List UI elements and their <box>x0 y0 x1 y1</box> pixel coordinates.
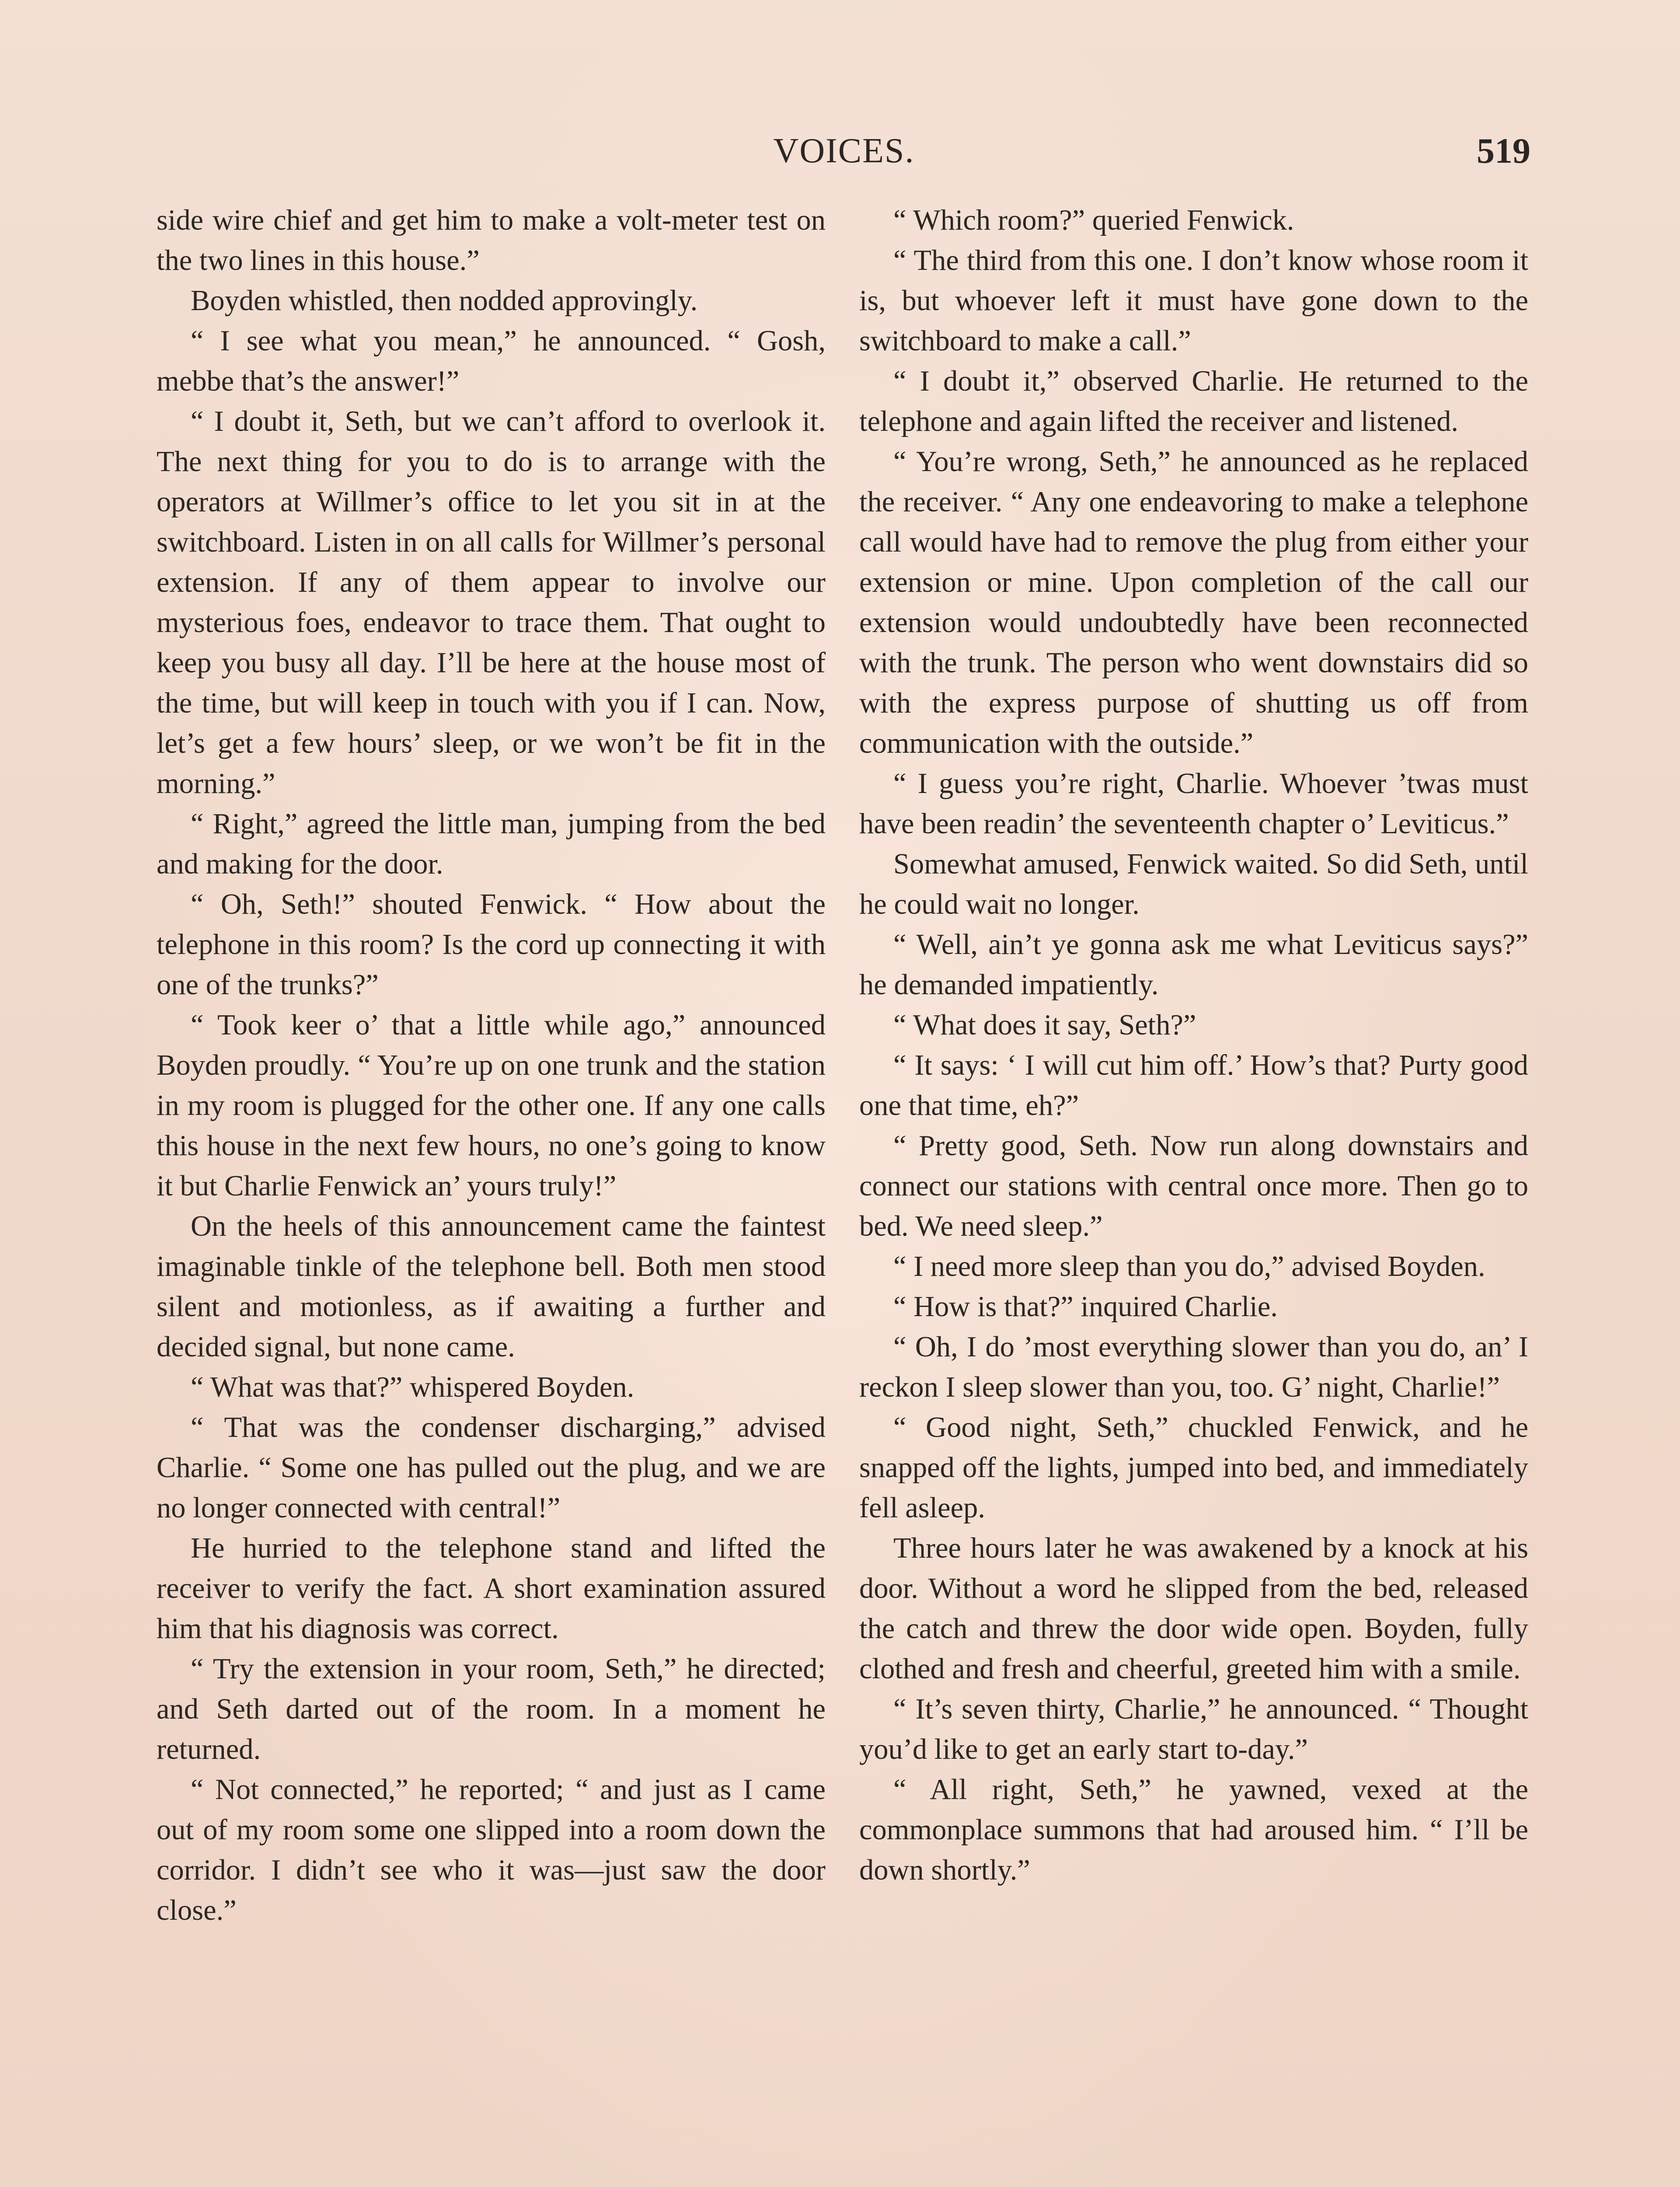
right-column <box>859 200 1528 1890</box>
paragraph: On the heels of this announcement came the faintest imaginable tinkle of the telephone bell. Both men stood silent and motionless, as if awaiting a further and decided signal, but none came. <box>157 1210 826 1363</box>
paragraph: “ I see what you mean,” he announced. “ Gosh, mebbe that’s the answer!” <box>157 325 826 397</box>
left-column <box>157 200 826 1931</box>
paragraph: “ All right, Seth,” he yawned, vexed at the commonplace summons that had aroused him. “ I’ll be down shortly.” <box>859 1774 1528 1886</box>
paragraph: Three hours later he was awakened by a knock at his door. Without a word he slipped from the bed, released the catch and threw the door wide open. Boyden, fully clothed and fresh and cheerful, greeted him with a smile. <box>859 1532 1528 1685</box>
paragraph: “ Right,” agreed the little man, jumping from the bed and making for the door. <box>157 808 826 880</box>
paragraph: “ It says: ‘ I will cut him off.’ How’s that? Purty good one that time, eh?” <box>859 1049 1528 1121</box>
running-head: VOICES. <box>773 132 915 170</box>
paragraph: “ How is that?” inquired Charlie. <box>893 1291 1278 1323</box>
paragraph: “ Pretty good, Seth. Now run along downstairs and connect our stations with central once more. Then go to bed. We need sleep.” <box>859 1130 1528 1242</box>
paragraph: “ I doubt it, Seth, but we can’t afford to overlook it. The next thing for you to do is to arrange with the operators at Willmer’s office to let you sit in at the switchboard. Listen in on all calls for Willmer’s personal extension. If any of them appear to involve our mysterious foes, endeavor to trace them. That ought to keep you busy all day. I’ll be here at the house most of the time, but will keep in touch with you if I can. Now, let’s get a few hours’ sleep, or we won’t be fit in the morning.” <box>157 405 826 800</box>
page-header <box>157 125 1530 177</box>
paragraph: “ You’re wrong, Seth,” he announced as he replaced the receiver. “ Any one endeavoring to make a telephone call would have had to remove the plug from either your extension or mine. Upon completion of the call our extension would undoubtedly have been reconnected with the trunk. The person who went downstairs did so with the express purpose of shutting us off from communication with the outside.” <box>859 446 1528 759</box>
paragraph: “ It’s seven thirty, Charlie,” he announced. “ Thought you’d like to get an early start to-day.” <box>859 1693 1528 1765</box>
paragraph: He hurried to the telephone stand and lifted the receiver to verify the fact. A short examination assured him that his diagnosis was correct. <box>157 1532 826 1645</box>
paragraph: “ What does it say, Seth?” <box>893 1009 1196 1041</box>
paragraph: “ Which room?” queried Fenwick. <box>893 204 1294 236</box>
paragraph: “ What was that?” whispered Boyden. <box>191 1371 634 1403</box>
page-number: 519 <box>1477 131 1530 171</box>
paragraph: “ That was the condenser discharging,” advised Charlie. “ Some one has pulled out the plug, and we are no longer connected with central!” <box>157 1411 826 1524</box>
paragraph: “ Try the extension in your room, Seth,” he directed; and Seth darted out of the room. In a moment he returned. <box>157 1653 826 1765</box>
paragraph: “ Oh, Seth!” shouted Fenwick. “ How about the telephone in this room? Is the cord up connecting it with one of the trunks?” <box>157 888 826 1001</box>
paragraph: “ Oh, I do ’most everything slower than you do, an’ I reckon I sleep slower than you, too. G’ night, Charlie!” <box>859 1331 1528 1403</box>
paragraph: “ The third from this one. I don’t know whose room it is, but whoever left it must have gone down to the switchboard to make a call.” <box>859 245 1528 357</box>
paragraph: Somewhat amused, Fenwick waited. So did Seth, until he could wait no longer. <box>859 848 1528 920</box>
paragraph: “ Took keer o’ that a little while ago,” announced Boyden proudly. “ You’re up on one trunk and the station in my room is plugged for the other one. If any one calls this house in the next few hours, no one’s going to know it but Charlie Fenwick an’ yours truly!” <box>157 1009 826 1202</box>
paragraph: “ Not connected,” he reported; “ and just as I came out of my room some one slipped into a room down the corridor. I didn’t see who it was—just saw the door close.” <box>157 1774 826 1926</box>
paragraph: “ I guess you’re right, Charlie. Whoever ’twas must have been readin’ the seventeenth chapter o’ Leviticus.” <box>859 768 1528 840</box>
paragraph: “ Well, ain’t ye gonna ask me what Leviticus says?” he demanded impatiently. <box>859 929 1528 1001</box>
paragraph: side wire chief and get him to make a volt-meter test on the two lines in this house.” <box>157 204 826 276</box>
paragraph: “ I need more sleep than you do,” advised Boyden. <box>893 1251 1485 1282</box>
paragraph: “ Good night, Seth,” chuckled Fenwick, and he snapped off the lights, jumped into bed, and immediately fell asleep. <box>859 1411 1528 1524</box>
paragraph: Boyden whistled, then nodded approvingly. <box>191 285 698 317</box>
paragraph: “ I doubt it,” observed Charlie. He returned to the telephone and again lifted the receiver and listened. <box>859 365 1528 437</box>
